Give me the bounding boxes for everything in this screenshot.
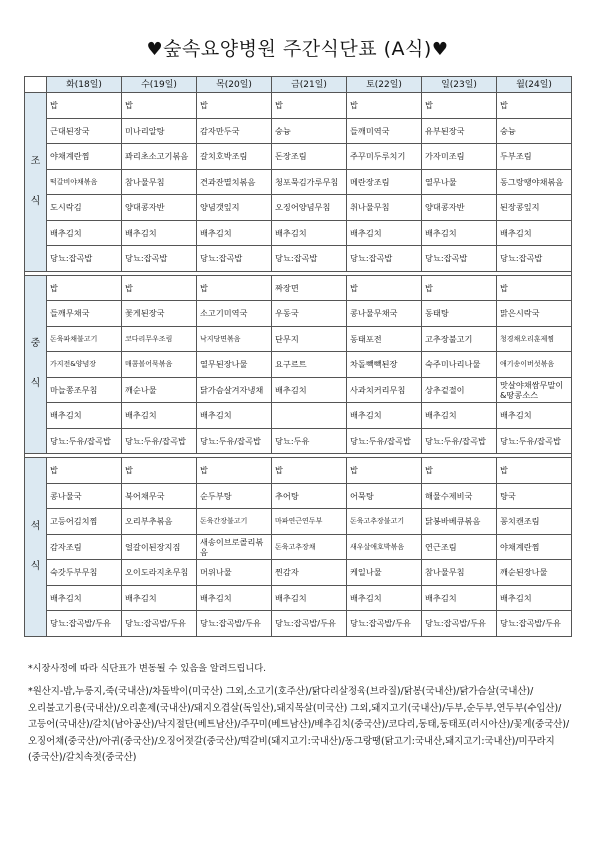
- menu-cell: 가지전&양념장: [47, 352, 122, 378]
- menu-cell: 배추김치: [197, 585, 272, 611]
- menu-cell: 밥: [47, 93, 122, 119]
- page-title: [0, 34, 595, 61]
- menu-cell: 배추김치: [47, 585, 122, 611]
- menu-cell: 배추김치: [197, 403, 272, 429]
- table-row: [25, 326, 572, 352]
- menu-cell: 동태포전: [347, 326, 422, 352]
- menu-cell: 열무나물: [422, 169, 497, 195]
- day-header: 수(19일): [122, 77, 197, 93]
- menu-cell: 야채계란찜: [497, 534, 572, 560]
- day-header: 월(24일): [497, 77, 572, 93]
- table-row: [25, 93, 572, 119]
- menu-cell: 마파연근연두부: [272, 509, 347, 535]
- menu-cell: 배추김치: [122, 585, 197, 611]
- menu-cell: 당뇨:잡곡밥/두유: [122, 611, 197, 637]
- table-row: [25, 246, 572, 272]
- menu-cell: 당뇨:두유/잡곡밥: [347, 428, 422, 454]
- menu-cell: 밥: [122, 275, 197, 301]
- table-row: [25, 560, 572, 586]
- menu-cell: 배추김치: [47, 220, 122, 246]
- menu-cell: 유부된장국: [422, 118, 497, 144]
- menu-cell: 양념갯잎지: [197, 195, 272, 221]
- menu-cell: 당뇨:잡곡밥/두유: [422, 611, 497, 637]
- menu-cell: 당뇨:잡곡밥: [497, 246, 572, 272]
- menu-cell: 밥: [197, 458, 272, 484]
- menu-cell: 근대된장국: [47, 118, 122, 144]
- menu-cell: 콩나물국: [47, 483, 122, 509]
- menu-cell: 밥: [122, 458, 197, 484]
- menu-cell: 꽁치캔조림: [497, 509, 572, 535]
- menu-cell: 배추김치: [422, 403, 497, 429]
- menu-cell: 당뇨:잡곡밥: [272, 246, 347, 272]
- menu-cell: 열무된장나물: [197, 352, 272, 378]
- menu-cell: 배추김치: [47, 403, 122, 429]
- menu-cell: 밥: [497, 458, 572, 484]
- table-row: [25, 534, 572, 560]
- table-row: [25, 352, 572, 378]
- menu-cell: 밥: [347, 458, 422, 484]
- menu-cell: 해물수제비국: [422, 483, 497, 509]
- meal-label: 조 식: [25, 93, 47, 272]
- menu-cell: 배추김치: [497, 220, 572, 246]
- menu-cell: 찐감자: [272, 560, 347, 586]
- menu-cell: 맛살야채쌈무말이&땅콩소스: [497, 377, 572, 403]
- menu-cell: [272, 403, 347, 429]
- menu-cell: 도시락김: [47, 195, 122, 221]
- menu-cell: 야채계란찜: [47, 144, 122, 170]
- table-row: [25, 195, 572, 221]
- menu-cell: 머위나물: [197, 560, 272, 586]
- menu-cell: 미나리알탕: [122, 118, 197, 144]
- menu-cell: 북어채무국: [122, 483, 197, 509]
- menu-cell: 밥: [347, 275, 422, 301]
- table-row: [25, 611, 572, 637]
- menu-cell: 들깨무채국: [47, 301, 122, 327]
- menu-cell: 떡갈비야채볶음: [47, 169, 122, 195]
- menu-cell: 당뇨:두유/잡곡밥: [422, 428, 497, 454]
- header-corner: [25, 77, 47, 93]
- menu-cell: 감자만두국: [197, 118, 272, 144]
- menu-cell: 닭가슴살겨자냉채: [197, 377, 272, 403]
- menu-cell: 배추김치: [422, 220, 497, 246]
- menu-cell: 탕국: [497, 483, 572, 509]
- table-row: [25, 403, 572, 429]
- menu-cell: 당뇨:두유: [272, 428, 347, 454]
- menu-cell: 견과잔멸치볶음: [197, 169, 272, 195]
- menu-cell: 된장콩잎지: [497, 195, 572, 221]
- menu-cell: 배추김치: [497, 585, 572, 611]
- menu-cell: 밥: [497, 93, 572, 119]
- menu-cell: 돈육간장불고기: [197, 509, 272, 535]
- menu-cell: 당뇨:잡곡밥: [347, 246, 422, 272]
- menu-cell: 배추김치: [122, 220, 197, 246]
- day-header-row: [25, 77, 572, 93]
- menu-cell: 애기송이버섯볶음: [497, 352, 572, 378]
- menu-cell: 배추김치: [272, 585, 347, 611]
- table-row: [25, 301, 572, 327]
- menu-cell: 코다리무우조림: [122, 326, 197, 352]
- table-row: [25, 509, 572, 535]
- menu-cell: 맑은시락국: [497, 301, 572, 327]
- menu-cell: 밥: [122, 93, 197, 119]
- heart-icon: ♥: [431, 39, 449, 60]
- menu-cell: 밥: [422, 275, 497, 301]
- menu-cell: 밥: [197, 93, 272, 119]
- menu-cell: 소고기미역국: [197, 301, 272, 327]
- meal-label: 석 식: [25, 458, 47, 637]
- menu-cell: 청경채오리훈제찜: [497, 326, 572, 352]
- menu-cell: 돈장조림: [272, 144, 347, 170]
- menu-cell: 밥: [422, 93, 497, 119]
- menu-cell: 꽈리초소고기볶음: [122, 144, 197, 170]
- menu-cell: 마늘쫑조무침: [47, 377, 122, 403]
- menu-cell: 참나물무침: [422, 560, 497, 586]
- menu-cell: 당뇨:잡곡밥: [197, 246, 272, 272]
- table-row: [25, 118, 572, 144]
- table-row: [25, 144, 572, 170]
- menu-cell: 당뇨:두유/잡곡밥: [47, 428, 122, 454]
- menu-cell: 숙갓두부무침: [47, 560, 122, 586]
- menu-cell: 당뇨:잡곡밥/두유: [272, 611, 347, 637]
- menu-cell: 감자조림: [47, 534, 122, 560]
- menu-cell: 당뇨:잡곡밥/두유: [197, 611, 272, 637]
- table-row: [25, 169, 572, 195]
- menu-cell: 밥: [197, 275, 272, 301]
- menu-cell: 밥: [272, 93, 347, 119]
- menu-cell: 동태탕: [422, 301, 497, 327]
- menu-cell: 가자미조림: [422, 144, 497, 170]
- menu-cell: 배추김치: [347, 403, 422, 429]
- menu-cell: 꽃게된장국: [122, 301, 197, 327]
- menu-cell: 동그랑땡야채볶음: [497, 169, 572, 195]
- table-row: [25, 585, 572, 611]
- title-text: 숲속요양병원 주간식단표 (A식): [163, 38, 432, 60]
- day-header: 금(21일): [272, 77, 347, 93]
- day-header: 목(20일): [197, 77, 272, 93]
- menu-cell: 어묵탕: [347, 483, 422, 509]
- menu-cell: 당뇨:잡곡밥/두유: [497, 611, 572, 637]
- menu-cell: 밥: [272, 458, 347, 484]
- menu-cell: 돈육파채불고기: [47, 326, 122, 352]
- menu-cell: 당뇨:잡곡밥: [422, 246, 497, 272]
- menu-cell: 당뇨:잡곡밥/두유: [47, 611, 122, 637]
- menu-cell: 당뇨:두유/잡곡밥: [122, 428, 197, 454]
- menu-cell: 사과치커리무침: [347, 377, 422, 403]
- menu-cell: 밥: [497, 275, 572, 301]
- menu-cell: 오리부추볶음: [122, 509, 197, 535]
- menu-cell: 배추김치: [422, 585, 497, 611]
- menu-cell: 배추김치: [347, 220, 422, 246]
- meal-label: 중 식: [25, 275, 47, 454]
- menu-cell: 밥: [47, 458, 122, 484]
- menu-cell: 새우살애호박볶음: [347, 534, 422, 560]
- menu-cell: 배추김치: [347, 585, 422, 611]
- origin-notice: *원산지-밥,누룽지,죽(국내산)/차돌박이(미국산) 그외,소고기(호주산)/닭다리살정육(브라질)/닭봉(국내산)/닭가슴살(국내산)/오리불고기용(국내산)/오리훈제(국내산)/돼지오겹살(독일산),돼지목살(미국산) 그외,돼지고기(국내산)/두부,순두부,연두부(수입산)/고등어(국내산)/갈치(남아공산)/낙지절단(베트남산)/주꾸미(베트남산)/배추김치(중국산)/코다리,동태,동태포(러시아산)/꽃게(중국산)/오징어채(중국산)/아귀(중국산)/오징어젓갈(중국산)/떡갈비(돼지고기:국내산)/동그랑땡(닭고기:국내산,돼지고기:국내산)/미꾸라지(중국산)/갈치속젓(중국산): [28, 686, 570, 763]
- table-row: [25, 220, 572, 246]
- menu-cell: 숙주미나리나물: [422, 352, 497, 378]
- menu-cell: 순두부탕: [197, 483, 272, 509]
- menu-cell: 당뇨:잡곡밥: [47, 246, 122, 272]
- menu-cell: 배추김치: [497, 403, 572, 429]
- menu-cell: 배추김치: [272, 220, 347, 246]
- menu-cell: 깨순된장나물: [497, 560, 572, 586]
- menu-cell: 짜장면: [272, 275, 347, 301]
- table-row: [25, 275, 572, 301]
- menu-cell: 밥: [47, 275, 122, 301]
- day-header: 토(22일): [347, 77, 422, 93]
- menu-cell: 숭늉: [497, 118, 572, 144]
- weekly-menu-table: [24, 76, 572, 637]
- table-row: [25, 483, 572, 509]
- menu-cell: 취나물무침: [347, 195, 422, 221]
- menu-cell: 갈치호박조림: [197, 144, 272, 170]
- menu-cell: 단무지: [272, 326, 347, 352]
- menu-cell: 밥: [347, 93, 422, 119]
- table-row: [25, 377, 572, 403]
- menu-cell: 양대콩자반: [422, 195, 497, 221]
- menu-cell: 연근조림: [422, 534, 497, 560]
- menu-cell: 매콤볼어묵볶음: [122, 352, 197, 378]
- menu-cell: 고등어김치찜: [47, 509, 122, 535]
- day-header: 일(23일): [422, 77, 497, 93]
- menu-cell: 주꾸미두루치기: [347, 144, 422, 170]
- heart-icon: ♥: [146, 39, 164, 60]
- menu-cell: 당뇨:두유/잡곡밥: [497, 428, 572, 454]
- day-header: 화(18일): [47, 77, 122, 93]
- menu-cell: 두부조림: [497, 144, 572, 170]
- menu-cell: 들깨미역국: [347, 118, 422, 144]
- menu-cell: 고추장불고기: [422, 326, 497, 352]
- menu-cell: 오이도라지초무침: [122, 560, 197, 586]
- menu-cell: 당뇨:잡곡밥: [122, 246, 197, 272]
- change-notice: *시장사정에 따라 식단표가 변동될 수 있음을 알려드립니다.: [28, 663, 267, 674]
- menu-cell: 당뇨:잡곡밥/두유: [347, 611, 422, 637]
- menu-cell: 케일나물: [347, 560, 422, 586]
- menu-cell: 청포묵김가루무침: [272, 169, 347, 195]
- table-row: [25, 428, 572, 454]
- menu-cell: 차돌빽빽된장: [347, 352, 422, 378]
- menu-cell: 배추김치: [197, 220, 272, 246]
- menu-cell: 메란장조림: [347, 169, 422, 195]
- menu-cell: 우동국: [272, 301, 347, 327]
- menu-cell: 상추겉절이: [422, 377, 497, 403]
- menu-cell: 새송이브로콜리볶음: [197, 534, 272, 560]
- menu-cell: 요구르트: [272, 352, 347, 378]
- menu-cell: 낙지당면볶음: [197, 326, 272, 352]
- menu-cell: 참나물무침: [122, 169, 197, 195]
- menu-cell: 오징어양념무침: [272, 195, 347, 221]
- menu-cell: 당뇨:두유/잡곡밥: [197, 428, 272, 454]
- menu-cell: 닭봉바베큐볶음: [422, 509, 497, 535]
- menu-cell: 콩나물무채국: [347, 301, 422, 327]
- menu-cell: 숭늉: [272, 118, 347, 144]
- menu-cell: 밥: [422, 458, 497, 484]
- menu-cell: 깨순나물: [122, 377, 197, 403]
- table-row: [25, 458, 572, 484]
- menu-cell: 추어탕: [272, 483, 347, 509]
- menu-cell: 양대콩자반: [122, 195, 197, 221]
- menu-cell: 배추김치: [272, 377, 347, 403]
- menu-cell: 배추김치: [122, 403, 197, 429]
- menu-cell: 돈육고추장불고기: [347, 509, 422, 535]
- menu-cell: 돈육고추장채: [272, 534, 347, 560]
- menu-cell: 얼갈이된장지짐: [122, 534, 197, 560]
